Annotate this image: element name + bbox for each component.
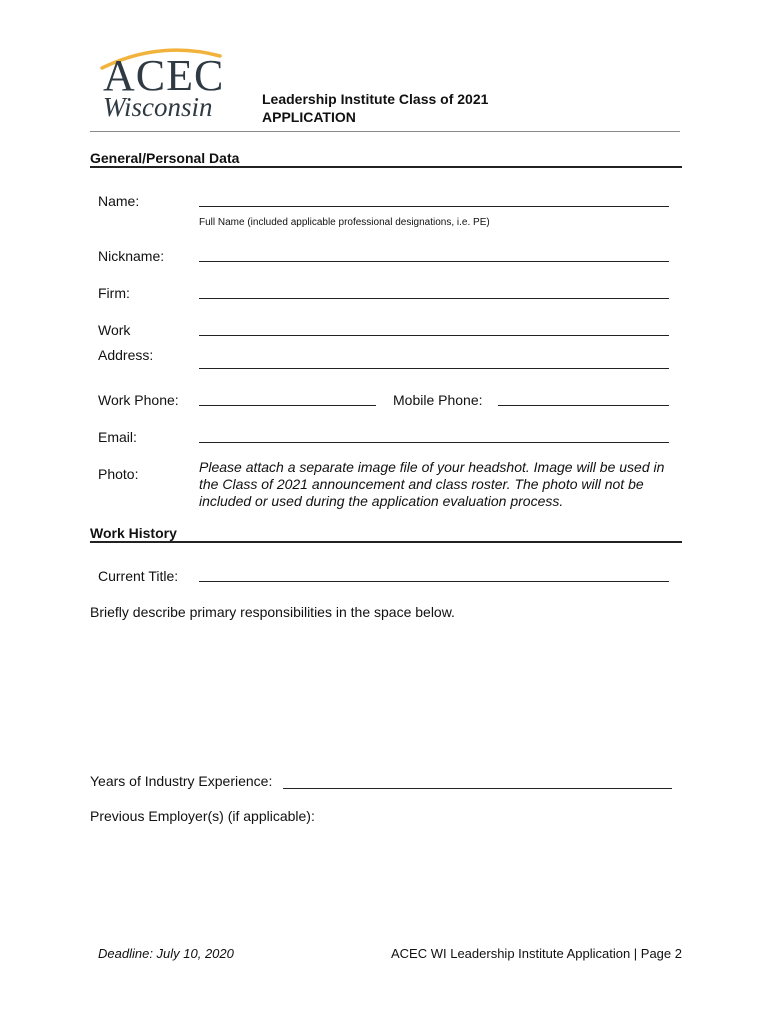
previous-employers-label: Previous Employer(s) (if applicable): <box>90 808 315 824</box>
work-phone-label: Work Phone: <box>98 392 179 408</box>
mobile-phone-label: Mobile Phone: <box>393 392 483 408</box>
previous-employers-area[interactable] <box>90 832 680 932</box>
name-label: Name: <box>98 193 140 209</box>
firm-label: Firm: <box>98 285 130 301</box>
footer-page-label: ACEC WI Leadership Institute Application | Page 2 <box>391 946 682 961</box>
photo-instructions: Please attach a separate image file of your headshot. Image will be used in the Class of 2021 announcement and class roster. The photo will not be included or used during the application evaluation process. <box>199 459 665 509</box>
header-divider <box>90 131 680 132</box>
section-general-divider <box>90 166 682 168</box>
work-address-field-line2[interactable] <box>199 368 669 369</box>
section-work-history-heading: Work History <box>90 525 177 541</box>
years-experience-field[interactable] <box>283 788 672 789</box>
email-label: Email: <box>98 429 137 445</box>
document-subtitle: APPLICATION <box>262 109 356 125</box>
work-address-field-line1[interactable] <box>199 335 669 336</box>
current-title-label: Current Title: <box>98 568 179 584</box>
section-work-history-divider <box>90 541 682 543</box>
responsibilities-area[interactable] <box>90 628 680 763</box>
years-experience-label: Years of Industry Experience: <box>90 773 273 789</box>
responsibilities-prompt: Briefly describe primary responsibilities in the space below. <box>90 604 455 620</box>
work-address-label-line1: Work <box>98 322 131 338</box>
footer-deadline: Deadline: July 10, 2020 <box>98 946 234 961</box>
logo-wisconsin-text: Wisconsin <box>103 92 213 122</box>
email-field[interactable] <box>199 442 669 443</box>
document-title: Leadership Institute Class of 2021 <box>262 91 489 107</box>
work-phone-field[interactable] <box>199 405 376 406</box>
mobile-phone-field[interactable] <box>498 405 669 406</box>
current-title-field[interactable] <box>199 581 669 582</box>
name-field[interactable] <box>199 206 669 207</box>
firm-field[interactable] <box>199 298 669 299</box>
work-address-label-line2: Address: <box>98 347 154 363</box>
nickname-field[interactable] <box>199 261 669 262</box>
section-general-heading: General/Personal Data <box>90 150 240 166</box>
photo-label: Photo: <box>98 466 139 482</box>
name-hint: Full Name (included applicable professional designations, i.e. PE) <box>199 217 490 228</box>
nickname-label: Nickname: <box>98 248 165 264</box>
logo-acec-text: ACEC <box>103 51 225 100</box>
